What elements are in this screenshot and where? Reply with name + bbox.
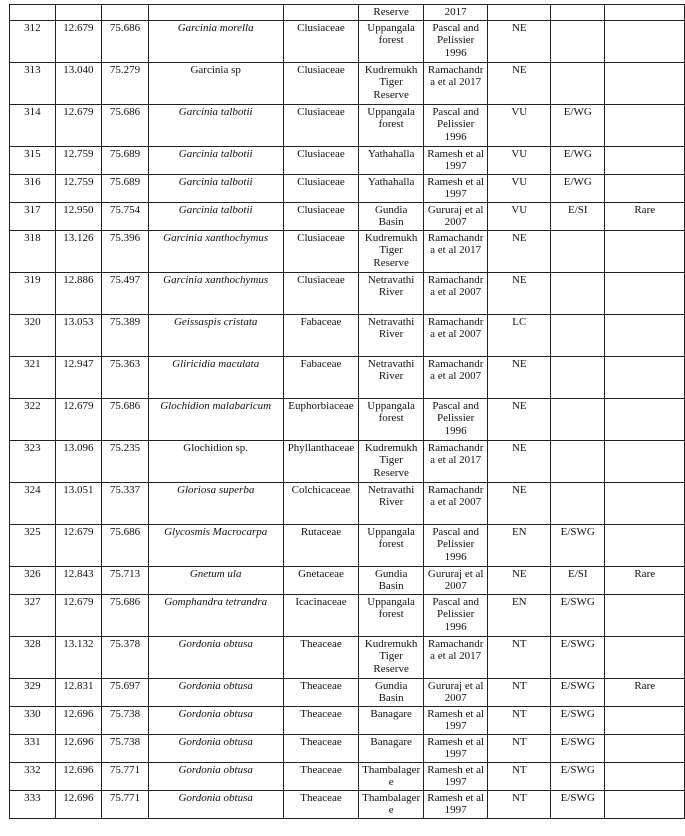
cell-longitude: 75.389 (102, 314, 149, 356)
cell-endemism (551, 482, 605, 524)
cell-reference: Ramesh et al 1997 (423, 146, 488, 174)
cell-reference: Ramachandra et al 2017 (423, 440, 488, 482)
cell-family: Theaceae (283, 636, 359, 678)
cell-endemism: E/SWG (551, 636, 605, 678)
cell-endemism: E/SI (551, 566, 605, 594)
table-row (10, 482, 685, 524)
cell-reference: Pascal and Pelissier 1996 (423, 398, 488, 440)
cell-species: Glochidion malabaricum (148, 398, 283, 440)
cell-iucn-status: VU (488, 202, 551, 230)
cell-endemism: E/SWG (551, 762, 605, 790)
cell-latitude: 12.679 (55, 398, 102, 440)
cell-serial-no: 323 (10, 440, 56, 482)
cell-reference: Ramachandra et al 2017 (423, 230, 488, 272)
cell-reference: Ramachandra et al 2007 (423, 314, 488, 356)
cell-reference: Ramachandra et al 2007 (423, 272, 488, 314)
cell-serial-no: 315 (10, 146, 56, 174)
cell-reference: Gururaj et al 2007 (423, 678, 488, 706)
cell-endemism (551, 440, 605, 482)
cell-family: Clusiaceae (283, 230, 359, 272)
cell-iucn-status: NT (488, 762, 551, 790)
table-row (10, 762, 685, 790)
cell-serial-no: 321 (10, 356, 56, 398)
cell-reference: Ramachandra et al 2007 (423, 482, 488, 524)
cell-endemism (551, 230, 605, 272)
cell-species: Gordonia obtusa (148, 636, 283, 678)
cell-reference: Ramachandra et al 2017 (423, 636, 488, 678)
table-row (10, 104, 685, 146)
cell-endemism: E/SWG (551, 594, 605, 636)
cell-remarks (605, 524, 685, 566)
cell-species (148, 5, 283, 21)
cell-longitude: 75.396 (102, 230, 149, 272)
cell-iucn-status: NE (488, 230, 551, 272)
cell-iucn-status: NT (488, 706, 551, 734)
cell-endemism (551, 62, 605, 104)
cell-remarks (605, 174, 685, 202)
cell-remarks: Rare (605, 566, 685, 594)
table-row-continued (10, 5, 685, 21)
cell-latitude: 12.696 (55, 790, 102, 818)
cell-iucn-status: NT (488, 678, 551, 706)
cell-iucn-status: LC (488, 314, 551, 356)
cell-species: Glycosmis Macrocarpa (148, 524, 283, 566)
table-row (10, 440, 685, 482)
cell-remarks (605, 146, 685, 174)
cell-reference: Gururaj et al 2007 (423, 202, 488, 230)
table-row (10, 566, 685, 594)
cell-serial-no: 325 (10, 524, 56, 566)
cell-family: Clusiaceae (283, 272, 359, 314)
cell-remarks (605, 636, 685, 678)
cell-serial-no: 318 (10, 230, 56, 272)
cell-latitude: 13.053 (55, 314, 102, 356)
cell-species: Gordonia obtusa (148, 678, 283, 706)
cell-locality: Uppangala forest (359, 104, 424, 146)
cell-serial-no: 320 (10, 314, 56, 356)
cell-endemism: E/SWG (551, 524, 605, 566)
cell-remarks (605, 706, 685, 734)
cell-reference: Ramesh et al 1997 (423, 734, 488, 762)
cell-latitude: 13.051 (55, 482, 102, 524)
cell-longitude: 75.686 (102, 398, 149, 440)
cell-remarks (605, 20, 685, 62)
cell-endemism: E/SWG (551, 706, 605, 734)
cell-longitude: 75.689 (102, 174, 149, 202)
cell-locality: Kudremukh Tiger Reserve (359, 62, 424, 104)
cell-endemism (551, 356, 605, 398)
cell-iucn-status (488, 5, 551, 21)
cell-serial-no: 312 (10, 20, 56, 62)
cell-serial-no: 332 (10, 762, 56, 790)
table-row (10, 678, 685, 706)
cell-family: Clusiaceae (283, 146, 359, 174)
cell-reference: Pascal and Pelissier 1996 (423, 20, 488, 62)
cell-family: Clusiaceae (283, 20, 359, 62)
cell-family: Theaceae (283, 762, 359, 790)
cell-iucn-status: NE (488, 440, 551, 482)
cell-reference: Pascal and Pelissier 1996 (423, 104, 488, 146)
cell-endemism: E/SWG (551, 734, 605, 762)
cell-longitude: 75.697 (102, 678, 149, 706)
cell-iucn-status: EN (488, 594, 551, 636)
cell-family: Theaceae (283, 706, 359, 734)
cell-locality: Uppangala forest (359, 20, 424, 62)
cell-species: Garcinia xanthochymus (148, 230, 283, 272)
table-row (10, 230, 685, 272)
cell-endemism (551, 20, 605, 62)
cell-family: Phyllanthaceae (283, 440, 359, 482)
cell-species: Gliricidia maculata (148, 356, 283, 398)
cell-iucn-status: NE (488, 20, 551, 62)
cell-longitude: 75.686 (102, 104, 149, 146)
cell-latitude: 12.886 (55, 272, 102, 314)
cell-latitude: 12.696 (55, 762, 102, 790)
cell-locality: Thambalagere (359, 790, 424, 818)
table-row (10, 636, 685, 678)
cell-family: Fabaceae (283, 356, 359, 398)
cell-family: Fabaceae (283, 314, 359, 356)
cell-longitude: 75.686 (102, 524, 149, 566)
cell-iucn-status: EN (488, 524, 551, 566)
cell-latitude (55, 5, 102, 21)
cell-iucn-status: NE (488, 482, 551, 524)
cell-family: Clusiaceae (283, 174, 359, 202)
cell-endemism (551, 398, 605, 440)
cell-longitude: 75.713 (102, 566, 149, 594)
cell-locality: Gundia Basin (359, 202, 424, 230)
cell-species: Gordonia obtusa (148, 762, 283, 790)
cell-latitude: 12.696 (55, 734, 102, 762)
cell-remarks: Rare (605, 202, 685, 230)
cell-latitude: 12.679 (55, 594, 102, 636)
cell-reference: Ramesh et al 1997 (423, 790, 488, 818)
table-row (10, 20, 685, 62)
cell-endemism: E/SI (551, 202, 605, 230)
species-table (9, 4, 685, 819)
cell-family: Theaceae (283, 790, 359, 818)
cell-longitude: 75.337 (102, 482, 149, 524)
cell-locality: Netravathi River (359, 314, 424, 356)
cell-reference: Ramesh et al 1997 (423, 706, 488, 734)
cell-remarks (605, 230, 685, 272)
cell-locality: Gundia Basin (359, 678, 424, 706)
cell-remarks (605, 734, 685, 762)
cell-remarks (605, 5, 685, 21)
cell-family: Clusiaceae (283, 202, 359, 230)
cell-family: Theaceae (283, 734, 359, 762)
cell-species: Glochidion sp. (148, 440, 283, 482)
cell-serial-no: 322 (10, 398, 56, 440)
cell-longitude: 75.235 (102, 440, 149, 482)
cell-locality: Uppangala forest (359, 524, 424, 566)
cell-longitude: 75.279 (102, 62, 149, 104)
cell-reference: Ramesh et al 1997 (423, 762, 488, 790)
cell-latitude: 13.040 (55, 62, 102, 104)
cell-locality: Gundia Basin (359, 566, 424, 594)
cell-iucn-status: NE (488, 398, 551, 440)
cell-species: Garcinia talbotii (148, 202, 283, 230)
cell-latitude: 12.759 (55, 174, 102, 202)
cell-locality: Uppangala forest (359, 398, 424, 440)
cell-serial-no (10, 5, 56, 21)
cell-species: Geissaspis cristata (148, 314, 283, 356)
cell-reference: Pascal and Pelissier 1996 (423, 594, 488, 636)
cell-serial-no: 329 (10, 678, 56, 706)
cell-locality: Uppangala forest (359, 594, 424, 636)
cell-locality: Netravathi River (359, 356, 424, 398)
cell-family: Icacinaceae (283, 594, 359, 636)
cell-species: Garcinia talbotii (148, 104, 283, 146)
cell-endemism: E/SWG (551, 790, 605, 818)
cell-longitude: 75.771 (102, 762, 149, 790)
cell-locality: Yathahalla (359, 174, 424, 202)
cell-latitude: 12.696 (55, 706, 102, 734)
cell-iucn-status: NE (488, 566, 551, 594)
cell-endemism: E/WG (551, 104, 605, 146)
cell-longitude: 75.497 (102, 272, 149, 314)
table-row (10, 174, 685, 202)
cell-remarks: Rare (605, 678, 685, 706)
cell-serial-no: 316 (10, 174, 56, 202)
cell-serial-no: 326 (10, 566, 56, 594)
cell-iucn-status: NE (488, 356, 551, 398)
cell-latitude: 12.679 (55, 104, 102, 146)
cell-serial-no: 313 (10, 62, 56, 104)
cell-family: Colchicaceae (283, 482, 359, 524)
cell-longitude: 75.363 (102, 356, 149, 398)
table-row (10, 594, 685, 636)
cell-locality: Yathahalla (359, 146, 424, 174)
cell-species: Gordonia obtusa (148, 706, 283, 734)
cell-species: Gomphandra tetrandra (148, 594, 283, 636)
cell-reference: Ramesh et al 1997 (423, 174, 488, 202)
table-row (10, 706, 685, 734)
cell-locality: Kudremukh Tiger Reserve (359, 636, 424, 678)
cell-serial-no: 327 (10, 594, 56, 636)
cell-species: Garcinia sp (148, 62, 283, 104)
cell-species: Garcinia talbotii (148, 174, 283, 202)
cell-latitude: 13.126 (55, 230, 102, 272)
cell-longitude (102, 5, 149, 21)
cell-locality: Thambalagere (359, 762, 424, 790)
cell-iucn-status: NT (488, 636, 551, 678)
cell-remarks (605, 62, 685, 104)
cell-family: Euphorbiaceae (283, 398, 359, 440)
cell-locality: Kudremukh Tiger Reserve (359, 230, 424, 272)
cell-latitude: 12.831 (55, 678, 102, 706)
cell-latitude: 12.679 (55, 20, 102, 62)
cell-species: Gloriosa superba (148, 482, 283, 524)
table-row (10, 62, 685, 104)
cell-family: Theaceae (283, 678, 359, 706)
cell-reference: Pascal and Pelissier 1996 (423, 524, 488, 566)
cell-family: Clusiaceae (283, 104, 359, 146)
cell-locality: Netravathi River (359, 482, 424, 524)
cell-species: Garcinia talbotii (148, 146, 283, 174)
cell-species: Garcinia xanthochymus (148, 272, 283, 314)
cell-latitude: 12.679 (55, 524, 102, 566)
cell-serial-no: 324 (10, 482, 56, 524)
cell-locality: Netravathi River (359, 272, 424, 314)
cell-iucn-status: VU (488, 104, 551, 146)
cell-iucn-status: NT (488, 790, 551, 818)
cell-latitude: 12.759 (55, 146, 102, 174)
cell-reference: Ramachandra et al 2017 (423, 62, 488, 104)
cell-iucn-status: NE (488, 62, 551, 104)
cell-locality: Reserve (359, 5, 424, 21)
cell-latitude: 13.096 (55, 440, 102, 482)
cell-longitude: 75.686 (102, 594, 149, 636)
table-row (10, 356, 685, 398)
cell-longitude: 75.689 (102, 146, 149, 174)
cell-species: Gordonia obtusa (148, 734, 283, 762)
cell-remarks (605, 398, 685, 440)
cell-serial-no: 331 (10, 734, 56, 762)
cell-longitude: 75.738 (102, 734, 149, 762)
cell-reference: Gururaj et al 2007 (423, 566, 488, 594)
cell-remarks (605, 314, 685, 356)
cell-locality: Kudremukh Tiger Reserve (359, 440, 424, 482)
cell-remarks (605, 482, 685, 524)
cell-serial-no: 314 (10, 104, 56, 146)
cell-remarks (605, 594, 685, 636)
cell-remarks (605, 762, 685, 790)
cell-latitude: 12.947 (55, 356, 102, 398)
cell-endemism (551, 5, 605, 21)
cell-locality: Banagare (359, 706, 424, 734)
cell-latitude: 12.843 (55, 566, 102, 594)
cell-longitude: 75.738 (102, 706, 149, 734)
table-row (10, 734, 685, 762)
cell-serial-no: 333 (10, 790, 56, 818)
cell-longitude: 75.686 (102, 20, 149, 62)
cell-remarks (605, 272, 685, 314)
cell-longitude: 75.771 (102, 790, 149, 818)
cell-iucn-status: NE (488, 272, 551, 314)
cell-remarks (605, 356, 685, 398)
cell-serial-no: 328 (10, 636, 56, 678)
cell-serial-no: 330 (10, 706, 56, 734)
cell-reference: 2017 (423, 5, 488, 21)
cell-species: Garcinia morella (148, 20, 283, 62)
cell-iucn-status: VU (488, 174, 551, 202)
cell-serial-no: 317 (10, 202, 56, 230)
table-row (10, 790, 685, 818)
cell-serial-no: 319 (10, 272, 56, 314)
table-row (10, 398, 685, 440)
cell-remarks (605, 104, 685, 146)
cell-endemism (551, 314, 605, 356)
cell-family: Gnetaceae (283, 566, 359, 594)
cell-locality: Banagare (359, 734, 424, 762)
table-row (10, 146, 685, 174)
table-row (10, 272, 685, 314)
table-row (10, 202, 685, 230)
cell-reference: Ramachandra et al 2007 (423, 356, 488, 398)
cell-longitude: 75.754 (102, 202, 149, 230)
cell-latitude: 12.950 (55, 202, 102, 230)
table-row (10, 314, 685, 356)
cell-remarks (605, 440, 685, 482)
cell-longitude: 75.378 (102, 636, 149, 678)
cell-family: Rutaceae (283, 524, 359, 566)
cell-iucn-status: VU (488, 146, 551, 174)
cell-endemism: E/SWG (551, 678, 605, 706)
table-row (10, 524, 685, 566)
cell-species: Gordonia obtusa (148, 790, 283, 818)
cell-latitude: 13.132 (55, 636, 102, 678)
cell-family: Clusiaceae (283, 62, 359, 104)
cell-iucn-status: NT (488, 734, 551, 762)
cell-endemism (551, 272, 605, 314)
cell-remarks (605, 790, 685, 818)
cell-species: Gnetum ula (148, 566, 283, 594)
cell-endemism: E/WG (551, 146, 605, 174)
cell-family (283, 5, 359, 21)
cell-endemism: E/WG (551, 174, 605, 202)
